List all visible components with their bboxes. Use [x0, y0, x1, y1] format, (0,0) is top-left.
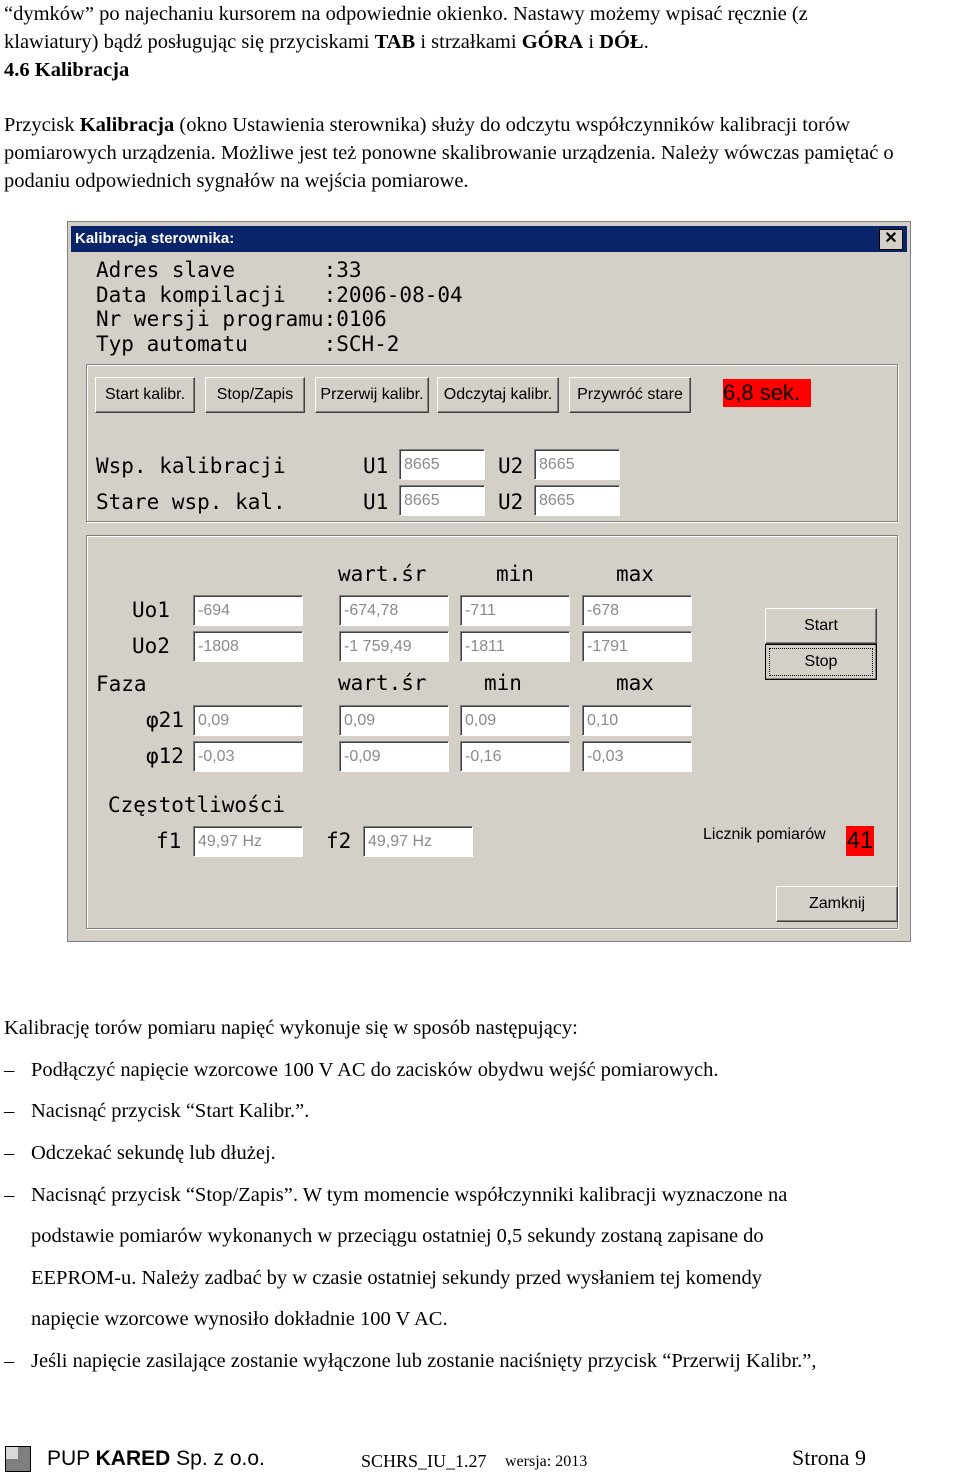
bullet-dash: –: [4, 1100, 15, 1122]
phi21-avg-field[interactable]: 0,09: [339, 705, 449, 736]
uo1-label: Uo1: [132, 598, 170, 622]
uo2-avg-field[interactable]: -1 759,49: [339, 631, 449, 662]
header-min: min: [496, 562, 534, 586]
key-down: DÓŁ: [599, 31, 644, 53]
stop-save-button[interactable]: Stop/Zapis: [205, 377, 305, 413]
u2-label: U2: [498, 454, 524, 478]
calibration-dialog: [67, 221, 911, 942]
u1-label: U1: [363, 490, 389, 514]
key-up: GÓRA: [521, 31, 584, 53]
f2-label: f2: [326, 829, 352, 853]
doc-version: wersja: 2013: [505, 1453, 588, 1470]
company-logo-icon: [5, 1446, 31, 1472]
restore-old-button[interactable]: Przywróć stare: [569, 377, 691, 413]
phi21-min-field[interactable]: 0,09: [460, 705, 570, 736]
phi21-max-field[interactable]: 0,10: [582, 705, 692, 736]
phi21-label: φ21: [146, 708, 184, 732]
intro-text: i: [583, 31, 600, 53]
bullet-5: Jeśli napięcie zasilające zostanie wyłączone lub zostanie naciśnięty przycisk “Przerwij Kalibr.”,: [31, 1350, 817, 1372]
uo2-value-field[interactable]: -1808: [193, 631, 303, 662]
uo1-max-field[interactable]: -678: [582, 595, 692, 626]
para-text: (okno Ustawienia sterownika) służy do odczytu współczynników kalibracji torów pomiarowych urządzenia. Możliwe jest też ponowne skalibrowanie urządzenia. Należy wówczas pamiętać o podaniu odpowiednich sygnałów na wejścia pomiarowe.: [4, 114, 894, 192]
bullet-dash: –: [4, 1142, 15, 1164]
frequencies-label: Częstotliwości: [108, 793, 286, 817]
uo1-avg-field[interactable]: -674,78: [339, 595, 449, 626]
para-bold: Kalibracja: [79, 114, 175, 136]
intro-text: klawiatury) bądź posługując się przyciskami: [4, 31, 375, 53]
u1-label: U1: [363, 454, 389, 478]
phi12-value-field[interactable]: -0,03: [193, 741, 303, 772]
bullet-4-line-2: podstawie pomiarów wykonanych w przeciągu ostatniej 0,5 sekundy zostaną zapisane do: [31, 1225, 764, 1247]
procedure-lead: Kalibrację torów pomiaru napięć wykonuje się w sposób następujący:: [4, 1017, 578, 1039]
close-dialog-button[interactable]: Zamknij: [776, 886, 898, 922]
intro-line-2: [4, 28, 649, 56]
company-text: Sp. z o.o.: [170, 1447, 265, 1470]
company-name: [47, 1446, 265, 1472]
phi21-value-field[interactable]: 0,09: [193, 705, 303, 736]
phi12-max-field[interactable]: -0,03: [582, 741, 692, 772]
phase-label: Faza: [96, 672, 147, 696]
header-max: max: [616, 671, 654, 695]
info-version: Nr wersji programu:0106: [96, 307, 387, 331]
para-text: Przycisk: [4, 114, 80, 136]
bullet-4-line-1: Nacisnąć przycisk “Stop/Zapis”. W tym momencie współczynniki kalibracji wyznaczone na: [31, 1184, 788, 1206]
uo1-min-field[interactable]: -711: [460, 595, 570, 626]
read-calibration-button[interactable]: Odczytaj kalibr.: [437, 377, 559, 413]
close-icon[interactable]: ✕: [879, 229, 903, 250]
stop-measure-button[interactable]: Stop: [765, 644, 877, 680]
old-u1-field[interactable]: 8665: [399, 485, 485, 516]
bullet-1: Podłączyć napięcie wzorcowe 100 V AC do zacisków obydwu wejść pomiarowych.: [31, 1059, 719, 1081]
bullet-3: Odczekać sekundę lub dłużej.: [31, 1142, 276, 1164]
header-avg: wart.śr: [338, 562, 427, 586]
u2-label: U2: [498, 490, 524, 514]
company-brand: KARED: [95, 1447, 171, 1470]
phi12-avg-field[interactable]: -0,09: [339, 741, 449, 772]
info-slave: Adres slave :33: [96, 258, 362, 282]
coef-label: Wsp. kalibracji: [96, 454, 286, 478]
calibration-timer: 6,8 sek.: [723, 379, 811, 407]
f1-label: f1: [156, 829, 182, 853]
phi12-label: φ12: [146, 744, 184, 768]
coef-u1-field[interactable]: 8665: [399, 449, 485, 480]
uo2-max-field[interactable]: -1791: [582, 631, 692, 662]
bullet-dash: –: [4, 1350, 15, 1372]
old-coef-label: Stare wsp. kal.: [96, 490, 286, 514]
start-calibration-button[interactable]: Start kalibr.: [95, 377, 195, 413]
key-tab: TAB: [374, 31, 416, 53]
company-text: PUP: [47, 1447, 96, 1470]
bullet-dash: –: [4, 1184, 15, 1206]
bullet-2: Nacisnąć przycisk “Start Kalibr.”.: [31, 1100, 310, 1122]
bullet-dash: –: [4, 1059, 15, 1081]
page-number: Strona 9: [792, 1445, 866, 1470]
bullet-4-line-4: napięcie wzorcowe wynosiło dokładnie 100 V AC.: [31, 1308, 448, 1330]
intro-text: .: [643, 31, 649, 53]
header-min: min: [484, 671, 522, 695]
start-measure-button[interactable]: Start: [765, 608, 877, 644]
phi12-min-field[interactable]: -0,16: [460, 741, 570, 772]
f2-field[interactable]: 49,97 Hz: [363, 826, 473, 857]
bullet-4-line-3: EEPROM-u. Należy zadbać by w czasie ostatniej sekundy przed wysłaniem tej komendy: [31, 1267, 762, 1289]
uo2-min-field[interactable]: -1811: [460, 631, 570, 662]
header-max: max: [616, 562, 654, 586]
dialog-title: Kalibracja sterownika:: [71, 226, 907, 252]
old-u2-field[interactable]: 8665: [534, 485, 620, 516]
section-paragraph: [4, 111, 960, 195]
counter-label: Licznik pomiarów: [703, 826, 826, 843]
section-heading: 4.6 Kalibracja: [4, 59, 130, 81]
uo2-label: Uo2: [132, 634, 170, 658]
intro-line-1: “dymków” po najechaniu kursorem na odpowiednie okienko. Nastawy możemy wpisać ręcznie (z: [4, 3, 808, 25]
info-compile-date: Data kompilacji :2006-08-04: [96, 283, 463, 307]
intro-text: i strzałkami: [415, 31, 522, 53]
page-footer: [0, 1444, 960, 1474]
header-avg: wart.śr: [338, 671, 427, 695]
coef-u2-field[interactable]: 8665: [534, 449, 620, 480]
f1-field[interactable]: 49,97 Hz: [193, 826, 303, 857]
uo1-value-field[interactable]: -694: [193, 595, 303, 626]
abort-calibration-button[interactable]: Przerwij kalibr.: [315, 377, 429, 413]
info-type: Typ automatu :SCH-2: [96, 332, 400, 356]
doc-id: SCHRS_IU_1.27: [361, 1451, 487, 1471]
counter-value: 41: [846, 827, 874, 854]
